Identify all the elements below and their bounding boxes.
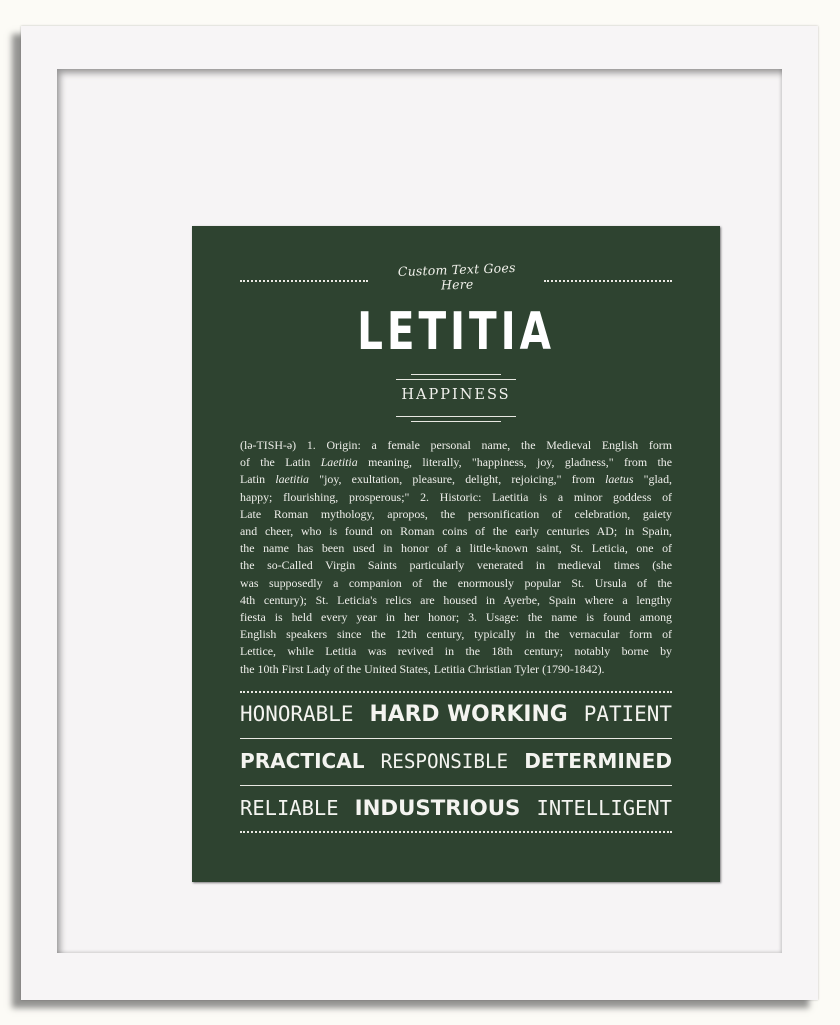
definition-line: 4th century); St. Leticia's relics are housed in Ayerbe, Spain where a lengthy [240,592,672,607]
definition-line: English speakers since the 12th century, typically in the vernacular form of [240,627,672,642]
definition-line: Latin laetitia "joy, exultation, pleasure, delight, rejoicing," from laetus "glad, [240,472,672,487]
definition-line: the 10th First Lady of the United States, Letitia Christian Tyler (1790-1842). [240,661,605,676]
trait-word: HARD WORKING [369,702,568,727]
dotted-divider-right [544,280,672,282]
trait-word: INDUSTRIOUS [354,796,521,821]
trait-word: RESPONSIBLE [380,750,509,773]
definition-line: (lə-TISH-ə) 1. Origin: a female personal name, the Medieval English form [240,438,672,452]
definition-text [240,437,720,678]
frame-mat [57,69,782,953]
definition-line: Lettice, while Letitia was revived in the 18th century; notably borne by [240,644,672,659]
definition-line: fiesta is held every year in her honor; 3. Usage: the name is found among [240,610,672,625]
trait-word: PRACTICAL [240,749,365,773]
rule-above-meaning-2 [396,379,516,380]
definition-line: and cheer, who is found on Roman coins of the early centuries AD; in Spain, [240,524,672,539]
definition-italic-term: laetus [605,472,634,487]
definition-line: of the Latin Laetitia meaning, literally, "happiness, joy, gladness," from the [240,455,672,470]
custom-text: Custom Text Goes Here [397,259,516,293]
definition-line: was supposedly a companion of the enormously popular St. Ursula of the [240,575,672,590]
name-print [192,226,720,882]
name-title: LETITIA [357,302,555,362]
name-meaning: HAPPINESS [401,387,511,403]
dotted-divider-traits-bottom [240,831,672,833]
trait-rule-1 [240,738,672,739]
trait-word: DETERMINED [524,749,672,773]
definition-line: the so-Called Virgin Saints particularly venerated in medieval times (she [240,558,672,573]
dotted-divider-traits-top [240,691,672,693]
trait-word: INTELLIGENT [536,796,672,820]
trait-word: HONORABLE [240,702,354,726]
dotted-divider-left [240,280,368,282]
trait-word: RELIABLE [240,796,339,820]
trait-rule-2 [240,785,672,786]
definition-italic-term: Laetitia [320,455,358,470]
trait-word: PATIENT [583,702,672,726]
trait-row-2 [240,745,672,781]
picture-frame [21,26,818,1000]
definition-line: happy; flourishing, prosperous;" 2. Historic: Laetitia is a minor goddess of [240,489,672,504]
definition-line: the name has been used in honor of a little-known saint, St. Leticia, one of [240,541,672,556]
definition-italic-term: laetitia [275,472,309,487]
rule-below-meaning-2 [411,421,501,422]
rule-above-meaning [411,374,501,375]
trait-row-3 [240,792,672,828]
rule-below-meaning [396,416,516,417]
trait-row-1 [240,698,672,734]
definition-line: Late Roman mythology, apropos, the personification of celebration, gaiety [240,506,672,521]
